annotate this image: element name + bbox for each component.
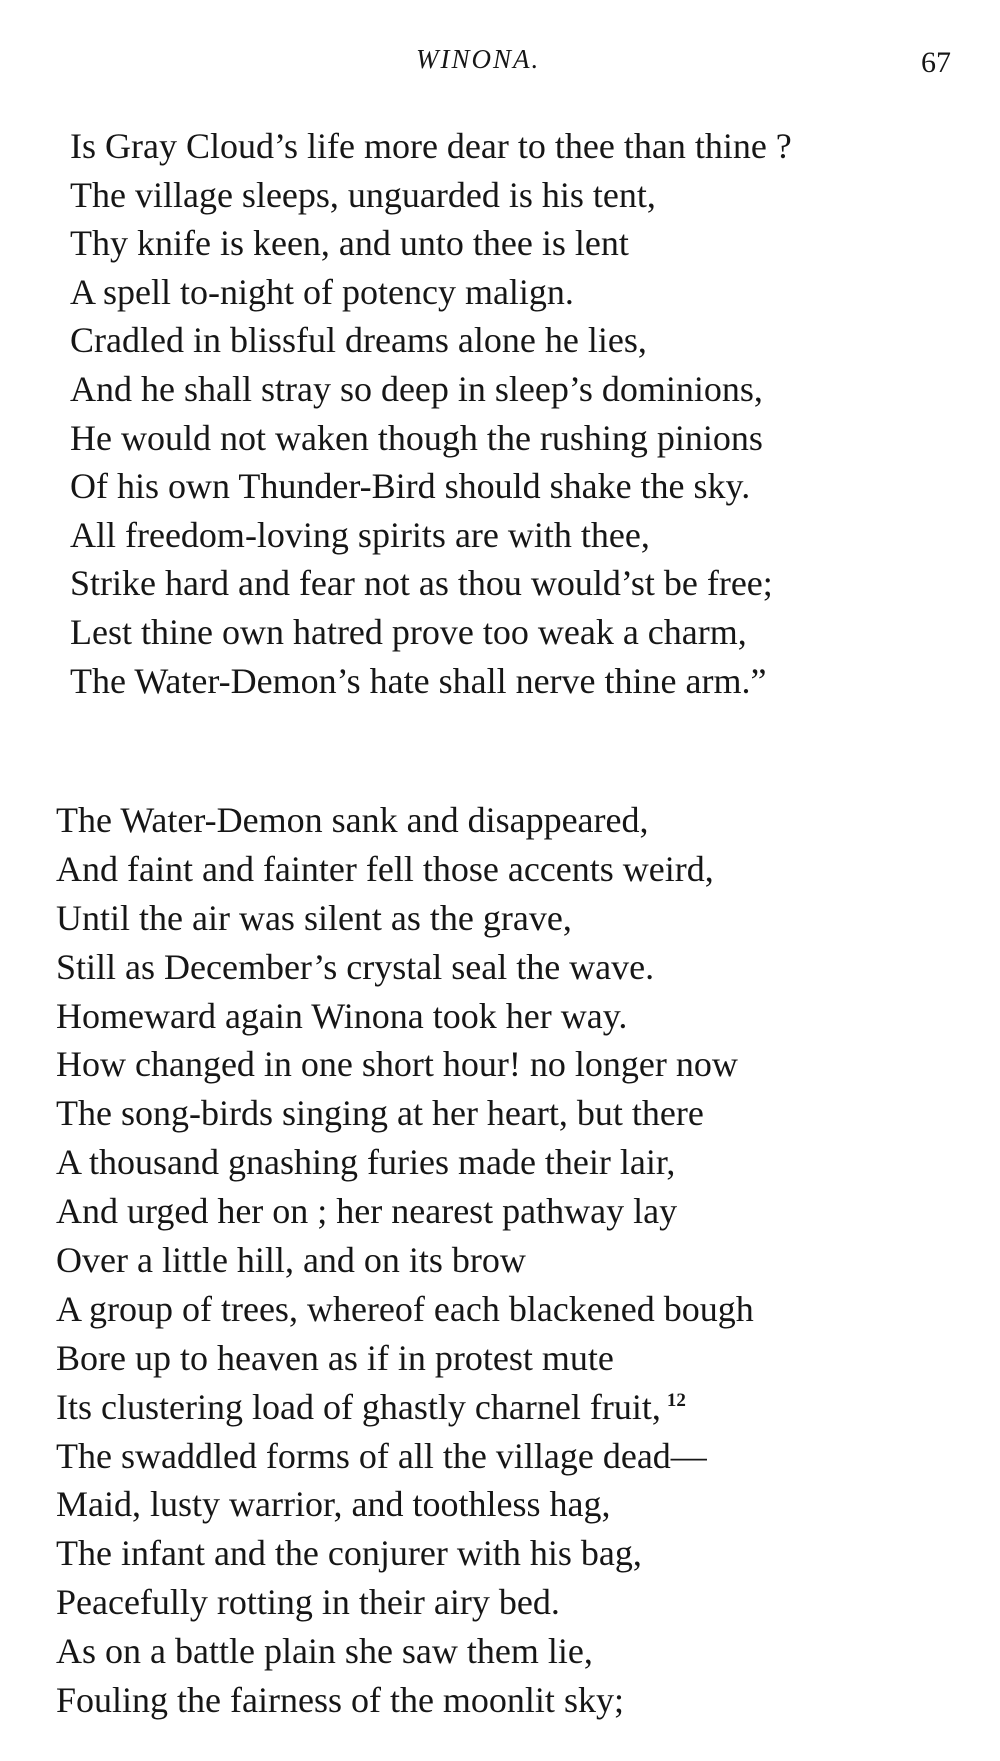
verse-line: Maid, lusty warrior, and toothless hag, bbox=[56, 1484, 611, 1525]
stanza-1 bbox=[70, 122, 792, 705]
verse-line: Peacefully rotting in their airy bed. bbox=[56, 1582, 560, 1623]
verse-line: And he shall stray so deep in sleep’s dominions, bbox=[70, 368, 763, 409]
verse-line: The song-birds singing at her heart, but there bbox=[56, 1093, 704, 1134]
verse-line: The swaddled forms of all the village dead— bbox=[56, 1435, 707, 1476]
verse-line: He would not waken though the rushing pinions bbox=[70, 417, 763, 458]
verse-line-with-footnote bbox=[56, 1383, 754, 1432]
verse-line: Still as December’s crystal seal the wave. bbox=[56, 946, 655, 987]
verse-line: Over a little hill, and on its brow bbox=[56, 1240, 526, 1281]
verse-line: A spell to-night of potency malign. bbox=[70, 271, 574, 312]
running-header bbox=[0, 44, 1000, 84]
footnote-reference: 12 bbox=[666, 1389, 686, 1411]
verse-line: Thy knife is keen, and unto thee is lent bbox=[70, 223, 629, 264]
verse-line: The Water-Demon’s hate shall nerve thine arm.” bbox=[70, 660, 767, 701]
verse-line: Strike hard and fear not as thou would’st be free; bbox=[70, 563, 773, 604]
verse-line-text: Its clustering load of ghastly charnel fruit, bbox=[56, 1386, 661, 1427]
page-number: 67 bbox=[921, 46, 951, 79]
verse-line: A group of trees, whereof each blackened bough bbox=[56, 1288, 754, 1329]
verse-line: Of his own Thunder-Bird should shake the sky. bbox=[70, 466, 751, 507]
verse-line: Bore up to heaven as if in protest mute bbox=[56, 1337, 614, 1378]
verse-line: As on a battle plain she saw them lie, bbox=[56, 1631, 593, 1672]
verse-line: Fouling the fairness of the moonlit sky; bbox=[56, 1680, 624, 1721]
verse-line: All freedom-loving spirits are with thee, bbox=[70, 514, 650, 555]
running-title: WINONA. bbox=[416, 44, 541, 74]
verse-line: And faint and fainter fell those accents weird, bbox=[56, 848, 714, 889]
verse-line: The infant and the conjurer with his bag, bbox=[56, 1533, 642, 1574]
verse-line: Is Gray Cloud’s life more dear to thee than thine ? bbox=[70, 126, 792, 166]
verse-line: Cradled in blissful dreams alone he lies, bbox=[70, 320, 647, 361]
stanza-2 bbox=[56, 796, 754, 1725]
verse-line: And urged her on ; her nearest pathway lay bbox=[56, 1191, 678, 1232]
verse-line: Until the air was silent as the grave, bbox=[56, 897, 572, 938]
verse-line: How changed in one short hour! no longer now bbox=[56, 1044, 738, 1085]
verse-line: The village sleeps, unguarded is his tent, bbox=[70, 174, 656, 215]
verse-line: The Water-Demon sank and disappeared, bbox=[56, 800, 649, 840]
verse-line: A thousand gnashing furies made their lair, bbox=[56, 1142, 676, 1183]
verse-line: Lest thine own hatred prove too weak a charm, bbox=[70, 611, 747, 652]
verse-line: Homeward again Winona took her way. bbox=[56, 995, 628, 1036]
